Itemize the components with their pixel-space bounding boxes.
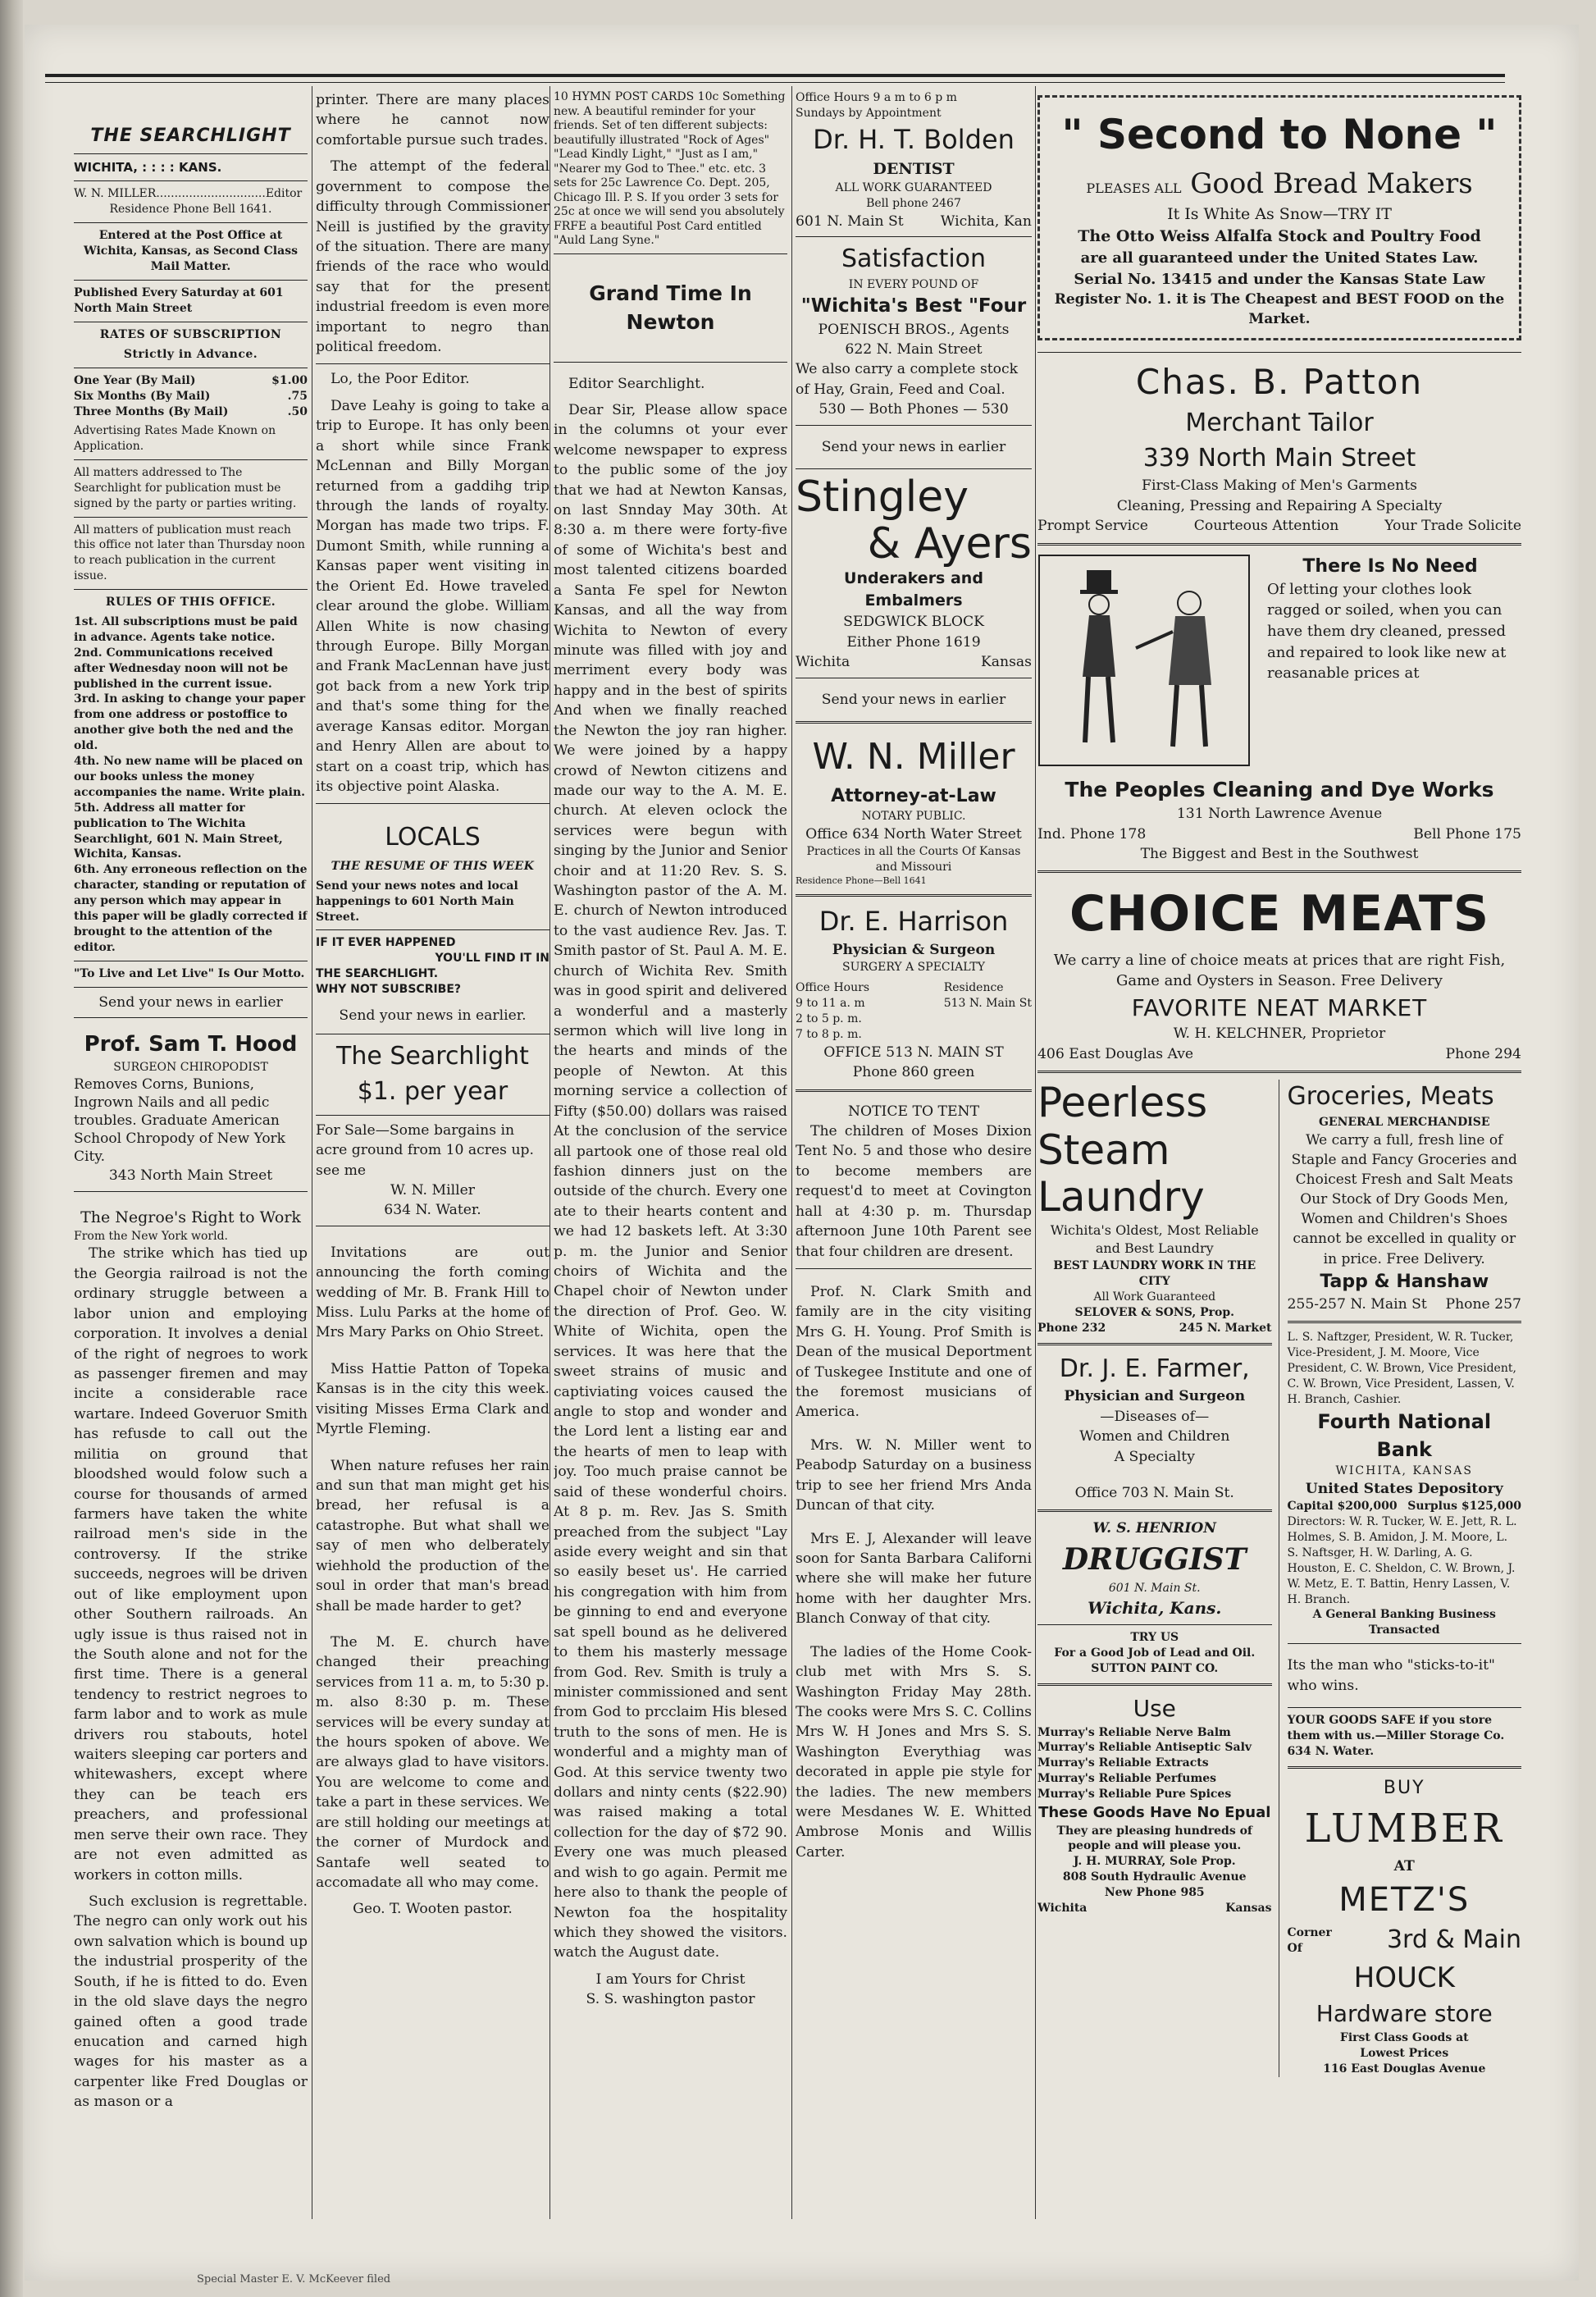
local-item: When nature refuses her rain and sun that man might get his bread, her refusal is a catastrophe. But what shall we say of men who delberately wiehhold the production of the soul in order that man's bread shall be made harder to get?	[316, 1457, 549, 1614]
rates-subtitle: Strictly in Advance.	[123, 347, 258, 361]
divider	[1037, 870, 1521, 873]
farmer-diseases: —Diseases of—	[1100, 1408, 1210, 1425]
murray-item: Murray's Reliable Pure Spices	[1037, 1788, 1232, 1802]
hood-name: Prof. Sam T. Hood	[84, 1031, 298, 1057]
grocery-address: 255-257 N. Main St	[1287, 1295, 1427, 1313]
rule-item: 2nd. Communications received after Wednesday noon will not be published in the current issue.	[74, 646, 289, 691]
rate-label: One Year (By Mail)	[74, 374, 196, 388]
residence-address: 513 N. Main St	[943, 997, 1032, 1011]
murray-phone: New Phone 985	[1104, 1886, 1205, 1900]
stingley-trade: Underakers and Embalmers	[844, 569, 983, 610]
hours-item: 2 to 5 p. m.	[796, 1012, 862, 1025]
divider	[796, 1089, 1032, 1092]
patton-address: 339 North Main Street	[1142, 443, 1416, 473]
divider	[796, 894, 1032, 897]
rate-row	[74, 389, 308, 404]
satisfaction-product: "Wichita's Best "Four	[800, 295, 1027, 317]
harrison-residence	[944, 980, 1032, 1043]
tent-body: The children of Moses Dixion Tent No. 5 and those who desire to become members are request'd to meet at Covington hall at 4:30 p. m. Thursdap afternoon June 10th Parent see that four children are dresent.	[796, 1122, 1032, 1260]
newton-body: Dear Sir, Please allow space in the columns ot your ever welcome newspaper to express to the public some of the joy that we had at Newton Kansas, on last Snnday May 30th. At 8:30 a. m there were forty-five of some of Wichita's best and most talented citizens boarded a Santa Fe spel for Newton Kansas, and all the way from Wichita to Newton of every minute was filled with joy and merriment every body was happy and in the best of spirits And when we finally reached the Newton the joy ran higher. We were joined by a happy crowd of Newton citizens and made our way to the A. M. E. church. At eleven oclock the services were begun with singing by the Junior and Senior choir and at 11:20 Rev. S. S. Washington pastor of the A. M. E. church of Newton introduced to the vast audience Rev. Jas. T. Smith pastor of St. Paul A. M. E. church of Wichita Rev. Smith was in good spirit and delivered a wonderful and a masterly sermon which will live long in the hearts and minds of the people of Newton. At this morning service a collection of Fifty ($50.00) dollars was raised At the conclusion of the service all partook one of those real old fashion dinners just on the outside of the church. Every one ate to their hearts content and we had 12 baskets left. At 3:30 p. m. the Junior and Senior choirs of Wichita and the Chapel choir of Newton under the direction of Prof. Geo. W. White of Wichita, open the services. It was here that the sweet strains of music and captiviating voices caused the angle to stop and wonder and the Lord lent a listing ear and the hearts of men to leap with joy. Too much praise cannot be said of these wonderful choirs. At 8 p. m. Rev. Jas S. Smith preached from the subject "Lay aside every weight and sin that so easily beset us'. He carried his congregation with him from be ginning to end and everyone sat spell bound as he delivered to them his masterly message from God. Rev. Smith is truly a minister commissioned and sent from God to prcclaim His blesed truth to the sons of men. He is wonderful and a mighty man of God. At this service twenty two dollars and ninty cents ($22.90) was raised making a total collection for the day of $72 90. Every one was much pleased and wish to go again. Permit me here also to thank the people of Newton foa the hospitality which they showed the visitors. watch the August date.	[554, 401, 787, 1961]
divider	[74, 589, 308, 590]
hymn-ad: 10 HYMN POST CARDS 10c Something new. A beautiful reminder for your friends. Set of ten different subjects: beautifully illustrated "Rock of Ages" "Lead Kindly Light," "Just as I am," "Nearer my God to Thee." etc. etc. 3 sets for 25c Lawrence Co. Dept. 205, Chicago Ill. P. S. If you order 3 sets for 25c at once we will send you absolutely FRFE a beautiful Post Card entitled "Auld Lang Syne."	[554, 90, 786, 247]
farmer-specialty: A Specialty	[1114, 1448, 1195, 1465]
promo-line-2: YOU'LL FIND IT IN	[435, 952, 549, 966]
article1-headline: The Negroe's Right to Work	[80, 1208, 301, 1226]
lumber-at: AT	[1393, 1858, 1415, 1875]
sticks-text: Its the man who "sticks-to-it" who wins.	[1287, 1657, 1495, 1694]
hood-title: SURGEON CHIROPODIST	[113, 1060, 268, 1074]
lumber-houck: HOUCK	[1353, 1961, 1455, 1994]
send-news: Send your news in earlier	[98, 993, 283, 1011]
farmer-line: Women and Children	[1079, 1428, 1230, 1445]
rate-label: Three Months (By Mail)	[74, 405, 229, 419]
local-item: Prof. N. Clark Smith and family are in the city visiting Mrs G. H. Young. Prof Smith is Dean of the musical Deportment of Tuskegee Institute and one of the foremost musicians of America.	[796, 1283, 1032, 1421]
masthead-place: WICHITA, : : : : KANS.	[74, 160, 222, 176]
divider	[316, 803, 549, 804]
column-3	[554, 90, 787, 2010]
article1-continued: The attempt of the federal government to compose the difficulty through Commissioner Neill is justified by the gravity of the situation. There are many friends of the race who would say that for the present industrial freedom is even more important to negro than political freedom.	[316, 158, 549, 356]
divider	[74, 180, 308, 181]
divider	[1037, 1509, 1272, 1512]
farmer-title: Physician and Surgeon	[1064, 1388, 1246, 1405]
for-sale-name: W. N. Miller	[390, 1181, 475, 1199]
article1-paragraph: The strike which has tied up the Georgia railroad is not the ordinary struggle between a labor union and employing corporation. It involves a denial of the right of negroes to work as passenger firemen and may incite a considerable race wartare. Indeed Goveruor Smith has refusde to call out the militia on ground that bloodshed would folow such a course for thousands of armed farmers have taken the white railroad men's side in the controversy. If the strike succeeds, negroes will be driven out of like employment upon other Southern railroads. An ugly issue is thus raised not in the South alone and not for the first time. There is a general tendency to restrict negroes to farm labor and to work as mule drivers rou stabouts, hotel waiters sleeping car porters and whitewashers, except where they can be teach ers preachers, and professional men serve their own race. They are not even admitted as workers in cotton mills.	[74, 1245, 308, 1884]
local-item: Mrs E. J, Alexander will leave soon for Santa Barbara Californi where she will make her future home with her daughter Mrs. Blanch Conway of that city.	[796, 1530, 1032, 1628]
column-1	[74, 90, 308, 2119]
patton-prompt: Prompt Service	[1037, 518, 1148, 535]
local-item: Mrs. W. N. Miller went to Peabodp Saturday on a business trip to see her friend Mrs Anda Duncan of that city.	[796, 1436, 1032, 1514]
divider	[316, 363, 549, 364]
lumber-corner-row	[1288, 1923, 1522, 1958]
laundry-address: 245 N. Market	[1179, 1321, 1272, 1335]
lumber-store: Hardware store	[1316, 2000, 1493, 2028]
henrion-city: Wichita, Kans.	[1088, 1597, 1222, 1618]
send-news: Send your news in earlier	[821, 438, 1006, 455]
miller-notary: NOTARY PUBLIC.	[861, 809, 966, 823]
divider	[74, 280, 308, 281]
column-rule	[549, 86, 550, 2219]
meats-body: We carry a line of choice meats at prices that are right Fish, Game and Oysters in Season. Free Delivery	[1053, 951, 1506, 990]
satisfaction-phones: 530 — Both Phones — 530	[819, 401, 1009, 418]
right-ad-stack	[1288, 1080, 1522, 2076]
stingley-city: Wichita	[796, 654, 850, 671]
bank-general: A General Banking Business Transacted	[1312, 1608, 1496, 1637]
hours-item: 7 to 8 p. m.	[796, 1027, 862, 1041]
miller-office: Office 634 North Water Street	[805, 825, 1022, 843]
cleaning-bell-phone: Bell Phone 175	[1413, 825, 1521, 843]
lumber-street: 3rd & Main	[1386, 1925, 1521, 1955]
bank-name: Fourth National Bank	[1317, 1409, 1492, 1461]
ayers-name: & Ayers	[867, 519, 1032, 569]
farmer-office: Office 703 N. Main St.	[1074, 1484, 1234, 1501]
advertising-note: Advertising Rates Made Known on Application.	[74, 424, 276, 454]
lumber-prices: Lowest Prices	[1360, 2046, 1449, 2060]
cleaning-body: Of letting your clothes look ragged or soiled, when you can have them dry cleaned, pressed and repaired to look like new at reasanable prices at	[1267, 580, 1507, 683]
farmer-name: Dr. J. E. Farmer,	[1059, 1354, 1250, 1383]
rule-item: 3rd. In asking to change your paper from one address or postoffice to another give both the ned and the old.	[74, 692, 306, 753]
grocery-title: Groceries, Meats	[1287, 1082, 1494, 1112]
harrison-hours-block	[796, 980, 1032, 1043]
promo-line-1: IF IT EVER HAPPENED	[316, 936, 456, 950]
poor-editor-body: Dave Leahy is going to take a trip to Europe. It has only been a short while since Frank McLennan and Billy Morgan returned from a gaddihg trip through the lands of royalty. Morgan has made two trips. F. Dumont Smith, while running a Kansas paper went visiting in the Orient Ed. Howe traveled clear around the globe. William Allen White is now chasing through Europe. Billy Morgan and Frank MacLennan have just got back from a new York trip and that's some thing for the average Kansas editor. Morgan and Henry Allen are about to start on a coast trip, which has its objective point Alaska.	[316, 397, 549, 795]
publication-note: All matters addressed to The Searchlight for publication must be signed by the party or parties writing.	[74, 465, 297, 510]
laundry-footer	[1037, 1321, 1272, 1336]
bolden-hours: Office Hours 9 a m to 6 p m	[796, 91, 957, 104]
murray-list	[1037, 1725, 1272, 1802]
locals-title: LOCALS	[385, 823, 481, 852]
murray-footer	[1037, 1901, 1272, 1916]
promo-line-3: THE SEARCHLIGHT.	[316, 967, 439, 981]
cleaning-tag: The Biggest and Best in the Southwest	[1140, 845, 1419, 862]
henrion-name: W. S. HENRION	[1092, 1520, 1216, 1537]
bolden-sundays: Sundays by Appointment	[796, 106, 942, 120]
divider	[1037, 543, 1521, 546]
otto-line: The Otto Weiss Alfalfa Stock and Poultry Food	[1078, 227, 1481, 246]
divider	[74, 987, 308, 988]
newton-signature: S. S. washington pastor	[586, 1991, 755, 2008]
newton-salutation: Editor Searchlight.	[568, 375, 705, 392]
henrion-title: DRUGGIST	[1062, 1541, 1247, 1577]
satisfaction-agents: POENISCH BROS., Agents	[818, 321, 1010, 338]
uncle-sam-illustration	[1037, 554, 1251, 767]
meats-phone: Phone 294	[1445, 1045, 1521, 1062]
rates-title: RATES OF SUBSCRIPTION	[99, 327, 282, 341]
murray-address: 808 South Hydraulic Avenue	[1062, 1870, 1247, 1884]
tent-title: NOTICE TO TENT	[847, 1103, 980, 1120]
satisfaction-title: Satisfaction	[841, 244, 987, 274]
rate-value: .50	[287, 405, 308, 419]
divider	[74, 1017, 308, 1018]
murray-prop: J. H. MURRAY, Sole Prop.	[1073, 1855, 1236, 1869]
masthead-published: Published Every Saturday at 601 North Main Street	[74, 285, 284, 315]
local-item: Invitations are out announcing the forth coming wedding of Mr. B. Frank Hill to Miss. Lulu Parks at the home of Mrs Mary Parks on Ohio Street.	[316, 1244, 549, 1341]
newton-headline: Grand Time In Newton	[589, 281, 752, 334]
henrion-address: 601 N. Main St.	[1108, 1581, 1201, 1595]
second-title: " Second to None "	[1061, 111, 1498, 158]
laundry-body1: Wichita's Oldest, Most Reliable and Best Laundry	[1050, 1222, 1259, 1257]
rate-value: .75	[287, 390, 308, 404]
article1-source: From the New York world.	[74, 1229, 228, 1243]
snow-line: It Is White As Snow—TRY IT	[1167, 205, 1392, 224]
meats-title: CHOICE MEATS	[1069, 885, 1490, 943]
patton-title: Merchant Tailor	[1185, 409, 1374, 438]
meats-market: FAVORITE NEAT MARKET	[1131, 993, 1428, 1021]
stingley-name: Stingley	[796, 473, 969, 523]
divider	[796, 468, 1032, 469]
promo-line-4: WHY NOT SUBSCRIBE?	[316, 983, 462, 997]
bolden-address-row	[796, 212, 1032, 231]
bolden-phone: Bell phone 2467	[866, 197, 961, 211]
grocery-sub: GENERAL MERCHANDISE	[1318, 1115, 1490, 1129]
masthead-title: THE SEARCHLIGHT	[90, 126, 291, 146]
bank-surplus: Surplus $125,000	[1407, 1500, 1521, 1514]
bolden-city: Wichita, Kan	[940, 212, 1032, 230]
divider	[74, 459, 308, 460]
murray-tag: These Goods Have No Epual	[1038, 1804, 1271, 1822]
top-rule-thin	[45, 82, 1505, 83]
bank-directors: Directors: W. R. Tucker, W. E. Jett, R. L. Holmes, S. B. Amidon, J. M. Moore, L. S. Naftsger, H. W. Darling, A. G. Houston, E. C. Sheldon, C. W. Brown, J. W. Metz, E. T. Battin, Henry Lassen, V. H. Branch.	[1287, 1515, 1517, 1606]
serial-line: Serial No. 13415 and under the Kansas State Law	[1074, 270, 1485, 288]
pastor-signature: Geo. T. Wooten pastor.	[353, 1901, 513, 1918]
murray-use: Use	[1133, 1694, 1176, 1722]
paint-try: TRY US	[1130, 1631, 1179, 1645]
laundry-name3: Laundry	[1037, 1173, 1205, 1222]
masthead-editor: W. N. MILLER..............................Editor	[74, 187, 303, 201]
divider	[1037, 352, 1521, 353]
stingley-state: Kansas	[980, 654, 1032, 671]
masthead-entered: Entered at the Post Office at Wichita, Kansas, as Second Class Mail Matter.	[84, 229, 298, 274]
storage-text: YOUR GOODS SAFE if you store them with us.—Miller Storage Co. 634 N. Water.	[1287, 1714, 1505, 1758]
binding-spine	[0, 0, 23, 2297]
cleaning-phones	[1037, 824, 1521, 844]
divider	[74, 1191, 308, 1192]
grocery-name: Tapp & Hanshaw	[1320, 1271, 1489, 1292]
hours-label: Office Hours	[796, 981, 870, 995]
murray-item: Murray's Reliable Antiseptic Salv	[1037, 1741, 1252, 1755]
divider	[796, 1268, 1032, 1269]
bank-depository: United States Depository	[1305, 1480, 1503, 1497]
rules-list	[74, 614, 308, 956]
miller-practice: Practices in all the Courts Of Kansas and Missouri	[806, 845, 1021, 874]
meats-address: 406 East Douglas Ave	[1037, 1045, 1194, 1062]
second-to-none-ad	[1037, 95, 1521, 340]
laundry-guarantee: All Work Guaranteed	[1093, 1290, 1216, 1304]
murray-state: Kansas	[1225, 1902, 1272, 1916]
patton-courteous: Courteous Attention	[1193, 518, 1339, 535]
divider	[316, 929, 549, 930]
bank-capital: Capital $200,000	[1287, 1500, 1398, 1514]
lumber-address: 116 East Douglas Avenue	[1323, 2062, 1486, 2076]
divider	[1288, 1643, 1522, 1644]
murray-item: Murray's Reliable Nerve Balm	[1037, 1725, 1231, 1739]
satisfaction-address: 622 N. Main Street	[845, 340, 983, 358]
laundry-phone: Phone 232	[1037, 1321, 1106, 1335]
cleaning-ind-phone: Ind. Phone 178	[1037, 825, 1147, 843]
stingley-phone: Either Phone 1619	[846, 633, 981, 651]
newton-closing: I am Yours for Christ	[595, 1970, 746, 1988]
column-4	[796, 90, 1032, 1869]
left-ad-stack	[1037, 1080, 1279, 2076]
grocery-body: We carry a full, fresh line of Staple and Fancy Groceries and Choicest Fresh and Salt Meats Our Stock of Dry Goods Men, Women and Children's Shoes cannot be excelled in quality or in price. Free Delivery.	[1291, 1131, 1517, 1267]
divider	[74, 517, 308, 518]
motto: "To Live and Let Live" Is Our Motto.	[74, 966, 305, 980]
meats-footer	[1037, 1044, 1521, 1064]
divider	[316, 1115, 549, 1116]
bank-capital-row	[1288, 1499, 1522, 1514]
laundry-body2: BEST LAUNDRY WORK IN THE CITY	[1053, 1259, 1256, 1289]
hood-address: 343 North Main Street	[108, 1167, 273, 1185]
column-5	[1037, 90, 1521, 2077]
guarantee-line: are all guaranteed under the United States Law.	[1080, 249, 1479, 267]
divider	[74, 222, 308, 223]
masthead-phone: Residence Phone Bell 1641.	[109, 203, 272, 217]
hood-body: Removes Corns, Bunions, Ingrown Nails and all pedic troubles. Graduate American School Chropody of New York City.	[74, 1075, 285, 1166]
patton-name: Chas. B. Patton	[1135, 361, 1424, 402]
stingley-block: SEDGWICK BLOCK	[843, 614, 984, 631]
laundry-prop: SELOVER & SONS, Prop.	[1074, 1305, 1234, 1319]
lumber-buy: BUY	[1383, 1777, 1425, 1798]
patton-line2: Cleaning, Pressing and Repairing A Specialty	[1116, 497, 1443, 514]
lumber-goods: First Class Goods at	[1339, 2030, 1469, 2044]
meats-prop: W. H. KELCHNER, Proprietor	[1173, 1025, 1386, 1043]
locals-note: Send your news notes and local happenings to 601 North Main Street.	[316, 879, 518, 924]
harrison-office: OFFICE 513 N. MAIN ST	[823, 1043, 1004, 1061]
divider	[796, 425, 1032, 426]
price: $1. per year	[357, 1077, 508, 1107]
bread-line	[1051, 164, 1507, 203]
article1-paragraph: Such exclusion is regrettable. The negro can only work out his own salvation which is bound up the industrial prosperity of the South, if he is fitted to do. Even in the old slave days the negro gained often a good trade enucation and carned high wages for his master as a carpenter like Fred Douglas or as mason or a	[74, 1893, 308, 2111]
divider	[1037, 1071, 1521, 1073]
murray-item: Murray's Reliable Extracts	[1037, 1756, 1209, 1770]
harrison-name: Dr. E. Harrison	[819, 905, 1009, 937]
harrison-office-hours	[796, 980, 869, 1043]
locals-subtitle: THE RESUME OF THIS WEEK	[331, 859, 535, 873]
cleaning-name: The Peoples Cleaning and Dye Works	[1065, 777, 1494, 801]
footer-strip: Special Master E. V. McKeever filed	[197, 2273, 391, 2286]
lumber-corner: Corner Of	[1287, 1925, 1332, 1955]
register-line: Register No. 1. it is The Cheapest and BEST FOOD on the Market.	[1054, 291, 1505, 328]
murray-item: Murray's Reliable Perfumes	[1037, 1772, 1217, 1786]
local-item: The M. E. church have changed their preaching services from 11 a. m, to 5:30 p. m. also 8:30 p. m. These services will be every sunday at the hours spoken of above. We are always glad to have visitors. You are welcome to come and take a part in these services. We are still holding our meetings at the corner of Murdock and Santafe well seated to accomadate all who may come.	[316, 1633, 549, 1891]
harrison-specialty: SURGERY A SPECIALTY	[841, 961, 985, 975]
cleaning-ad	[1037, 554, 1521, 767]
for-sale-address: 634 N. Water.	[384, 1202, 481, 1219]
murray-city: Wichita	[1037, 1902, 1088, 1916]
harrison-phone: Phone 860 green	[852, 1064, 975, 1081]
cleaning-head: There Is No Need	[1302, 555, 1478, 577]
patton-line1: First-Class Making of Men's Garments	[1142, 477, 1417, 495]
divider	[796, 721, 1032, 724]
price-title: The Searchlight	[336, 1042, 529, 1071]
patton-trade: Your Trade Solicite	[1384, 518, 1521, 535]
top-rule	[45, 74, 1505, 77]
lumber-metz: METZ'S	[1338, 1880, 1471, 1919]
paint-name: SUTTON PAINT CO.	[1091, 1661, 1219, 1675]
divider	[1288, 1766, 1522, 1769]
bolden-address: 601 N. Main St	[796, 212, 904, 230]
laundry-name1: Peerless	[1037, 1079, 1208, 1127]
divider	[554, 253, 787, 254]
rule-item: 6th. Any erroneous reflection on the character, standing or reputation of any person which may appear in this paper will be gladly corrected if brought to the attention of the editor.	[74, 863, 308, 954]
rate-value: $1.00	[271, 374, 308, 388]
grocery-footer	[1288, 1295, 1522, 1314]
lumber-word: LUMBER	[1304, 1805, 1504, 1852]
murray-line: They are pleasing hundreds of people and will please you.	[1056, 1824, 1252, 1853]
divider	[1037, 1343, 1272, 1345]
local-item: Miss Hattie Patton of Topeka Kansas is in the city this week. visiting Misses Erma Clark and Myrtle Fleming.	[316, 1360, 549, 1438]
for-sale: For Sale—Some bargains in acre ground from 10 acres up. see me	[316, 1121, 534, 1179]
send-news: Send your news in earlier.	[339, 1007, 527, 1025]
hours-item: 9 to 11 a. m	[796, 997, 865, 1011]
bolden-title: DENTIST	[873, 160, 955, 179]
rule-item: 5th. Address all matter for publication to The Wichita Searchlight, 601 N. Main Street, Wichita, Kansas.	[74, 801, 283, 861]
rate-row	[74, 373, 308, 389]
miller-name: W. N. Miller	[812, 736, 1015, 779]
divider	[1288, 1707, 1522, 1708]
column-rule	[791, 86, 792, 2219]
harrison-title: Physician & Surgeon	[832, 942, 996, 959]
cleaning-address: 131 North Lawrence Avenue	[1176, 806, 1383, 823]
local-item: The ladies of the Home Cook-club met with Mrs S. S. Washington Friday May 28th. The cooks were Mrs S. C. Collins Mrs W. H Jones and Mrs S. S. Washington Everythiag was decorated in apple pie style for the ladies. The new members were Mesdanes W. E. Whitted Ambrose Monis and Willis Carter.	[796, 1643, 1032, 1861]
bread: Good Bread Makers	[1190, 167, 1473, 200]
pleases: PLEASES ALL	[1086, 180, 1182, 196]
send-news: Send your news in earlier	[821, 691, 1006, 708]
miller-title: Attorney-at-Law	[831, 785, 996, 806]
bolden-guarantee: ALL WORK GUARANTEED	[835, 181, 992, 195]
bolden-name: Dr. H. T. Bolden	[813, 123, 1015, 155]
stingley-city-row	[796, 652, 1032, 672]
residence-label: Residence	[943, 981, 1004, 995]
deadline-note: All matters of publication must reach this office not later than Thursday noon to reach publication in the current issue.	[74, 523, 305, 583]
miller-phone: Residence Phone—Bell 1641	[796, 875, 927, 886]
article1-continued: printer. There are many places where he cannot now comfortable pursue such trades.	[316, 92, 549, 148]
patton-footer	[1037, 516, 1521, 536]
rates-list	[74, 373, 308, 420]
divider	[74, 153, 308, 154]
satisfaction-body: We also carry a complete stock of Hay, Grain, Feed and Coal.	[796, 361, 1019, 398]
rate-row	[74, 404, 308, 420]
bank-officers: L. S. Naftzger, President, W. R. Tucker, Vice-President, J. M. Moore, Vice President, C. W. Brown, Vice President, C. W. Brown, Vice President, Lassen, V. H. Branch, Cashier.	[1287, 1331, 1516, 1406]
divider	[1037, 1624, 1272, 1625]
column-2	[316, 90, 549, 1920]
divider	[1037, 1683, 1272, 1686]
divider	[1288, 1321, 1522, 1323]
laundry-name2: Steam	[1037, 1126, 1170, 1174]
divider	[554, 362, 787, 363]
rules-title: RULES OF THIS OFFICE.	[105, 596, 276, 610]
satisfaction-sub: IN EVERY POUND OF	[848, 277, 979, 291]
bank-city: WICHITA, KANSAS	[1335, 1464, 1473, 1477]
divider	[796, 236, 1032, 237]
poor-editor-head: Lo, the Poor Editor.	[331, 371, 470, 388]
ads-split-row	[1037, 1080, 1521, 2076]
rate-label: Six Months (By Mail)	[74, 390, 211, 404]
column-rule	[1035, 86, 1036, 2219]
rule-item: 4th. No new name will be placed on our books unless the money accompanies the name. Write plain.	[74, 755, 306, 799]
grocery-phone: Phone 257	[1445, 1295, 1521, 1313]
paint-body: For a Good Job of Lead and Oil.	[1054, 1646, 1256, 1660]
rule-item: 1st. All subscriptions must be paid in advance. Agents take notice.	[74, 615, 298, 644]
